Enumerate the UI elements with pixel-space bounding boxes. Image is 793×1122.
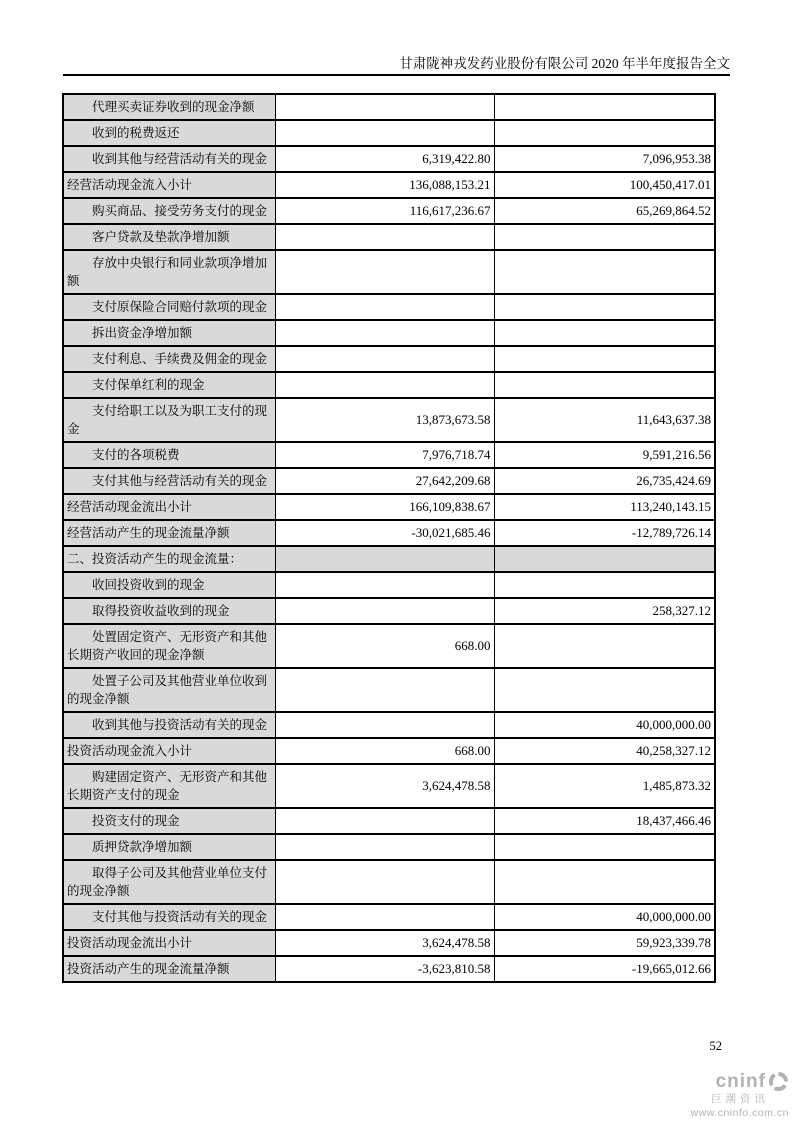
row-value-current: 3,624,478.58 bbox=[275, 764, 494, 808]
table-row bbox=[63, 320, 715, 346]
row-value-prior: 40,000,000.00 bbox=[494, 712, 715, 738]
row-value-prior: 59,923,339.78 bbox=[494, 930, 715, 956]
row-value-prior: -12,789,726.14 bbox=[494, 520, 715, 546]
table-row bbox=[63, 372, 715, 398]
row-label: 经营活动现金流出小计 bbox=[63, 494, 275, 520]
table-row bbox=[63, 956, 715, 982]
row-label: 投资活动现金流出小计 bbox=[63, 930, 275, 956]
table-row bbox=[63, 146, 715, 172]
row-label: 收回投资收到的现金 bbox=[63, 572, 275, 598]
cash-flow-table-body bbox=[63, 94, 715, 982]
row-value-prior bbox=[494, 250, 715, 294]
page-number: 52 bbox=[709, 1039, 722, 1053]
row-value-prior bbox=[494, 224, 715, 250]
cninfo-logo-url: www.cninfo.com.cn bbox=[690, 1106, 789, 1119]
table-row bbox=[63, 398, 715, 442]
row-value-prior: 65,269,864.52 bbox=[494, 198, 715, 224]
cash-flow-table bbox=[62, 93, 716, 983]
row-label: 投资活动产生的现金流量净额 bbox=[63, 956, 275, 982]
row-value-prior: 113,240,143.15 bbox=[494, 494, 715, 520]
row-value-prior bbox=[494, 294, 715, 320]
table-row bbox=[63, 764, 715, 808]
table-row bbox=[63, 572, 715, 598]
row-label: 处置固定资产、无形资产和其他长期资产收回的现金净额 bbox=[63, 624, 275, 668]
row-value-current bbox=[275, 668, 494, 712]
row-value-prior bbox=[494, 668, 715, 712]
cninfo-logo-name: 巨潮资讯 bbox=[711, 1093, 769, 1105]
page-title: 甘肃陇神戎发药业股份有限公司 2020 年半年度报告全文 bbox=[399, 56, 730, 71]
row-value-current bbox=[275, 250, 494, 294]
row-label: 投资活动现金流入小计 bbox=[63, 738, 275, 764]
row-value-current bbox=[275, 808, 494, 834]
row-label: 经营活动产生的现金流量净额 bbox=[63, 520, 275, 546]
table-row bbox=[63, 668, 715, 712]
table-row bbox=[63, 598, 715, 624]
table-row bbox=[63, 546, 715, 572]
row-label: 支付利息、手续费及佣金的现金 bbox=[63, 346, 275, 372]
row-value-prior: 258,327.12 bbox=[494, 598, 715, 624]
table-row bbox=[63, 224, 715, 250]
row-label: 处置子公司及其他营业单位收到的现金净额 bbox=[63, 668, 275, 712]
row-label: 客户贷款及垫款净增加额 bbox=[63, 224, 275, 250]
table-row bbox=[63, 930, 715, 956]
row-value-current: 668.00 bbox=[275, 738, 494, 764]
row-label: 拆出资金净增加额 bbox=[63, 320, 275, 346]
row-value-current: 116,617,236.67 bbox=[275, 198, 494, 224]
row-value-current bbox=[275, 546, 494, 572]
row-label: 支付其他与经营活动有关的现金 bbox=[63, 468, 275, 494]
table-row bbox=[63, 834, 715, 860]
row-value-prior: 100,450,417.01 bbox=[494, 172, 715, 198]
row-label: 质押贷款净增加额 bbox=[63, 834, 275, 860]
table-row bbox=[63, 250, 715, 294]
row-value-current bbox=[275, 572, 494, 598]
row-value-current bbox=[275, 834, 494, 860]
table-row bbox=[63, 520, 715, 546]
row-value-prior: 18,437,466.46 bbox=[494, 808, 715, 834]
row-value-current: 3,624,478.58 bbox=[275, 930, 494, 956]
row-value-current: -30,021,685.46 bbox=[275, 520, 494, 546]
cninfo-logo bbox=[691, 1071, 789, 1118]
row-value-current bbox=[275, 94, 494, 120]
row-label: 购买商品、接受劳务支付的现金 bbox=[63, 198, 275, 224]
table-row bbox=[63, 468, 715, 494]
row-value-prior: -19,665,012.66 bbox=[494, 956, 715, 982]
row-value-current: -3,623,810.58 bbox=[275, 956, 494, 982]
row-label: 支付的各项税费 bbox=[63, 442, 275, 468]
row-value-prior: 7,096,953.38 bbox=[494, 146, 715, 172]
row-value-prior bbox=[494, 860, 715, 904]
row-label: 投资支付的现金 bbox=[63, 808, 275, 834]
row-label: 支付保单红利的现金 bbox=[63, 372, 275, 398]
row-value-current bbox=[275, 372, 494, 398]
table-row bbox=[63, 860, 715, 904]
row-value-prior bbox=[494, 834, 715, 860]
row-value-current bbox=[275, 294, 494, 320]
row-value-current: 166,109,838.67 bbox=[275, 494, 494, 520]
row-value-prior bbox=[494, 320, 715, 346]
cninfo-swirl-icon bbox=[768, 1071, 789, 1092]
row-label: 收到其他与经营活动有关的现金 bbox=[63, 146, 275, 172]
row-label: 收到其他与投资活动有关的现金 bbox=[63, 712, 275, 738]
row-value-prior: 11,643,637.38 bbox=[494, 398, 715, 442]
row-value-current bbox=[275, 320, 494, 346]
row-value-current: 7,976,718.74 bbox=[275, 442, 494, 468]
table-row bbox=[63, 120, 715, 146]
row-value-current: 6,319,422.80 bbox=[275, 146, 494, 172]
row-value-current bbox=[275, 346, 494, 372]
table-row bbox=[63, 94, 715, 120]
row-value-prior: 40,258,327.12 bbox=[494, 738, 715, 764]
row-value-prior bbox=[494, 372, 715, 398]
table-row bbox=[63, 808, 715, 834]
row-label: 二、投资活动产生的现金流量： bbox=[63, 546, 275, 572]
table-row bbox=[63, 494, 715, 520]
row-label: 存放中央银行和同业款项净增加额 bbox=[63, 250, 275, 294]
row-value-current: 136,088,153.21 bbox=[275, 172, 494, 198]
table-row bbox=[63, 624, 715, 668]
row-label: 取得投资收益收到的现金 bbox=[63, 598, 275, 624]
row-value-current: 668.00 bbox=[275, 624, 494, 668]
row-value-prior bbox=[494, 120, 715, 146]
table-row bbox=[63, 198, 715, 224]
row-value-prior bbox=[494, 94, 715, 120]
table-row bbox=[63, 346, 715, 372]
row-value-prior: 9,591,216.56 bbox=[494, 442, 715, 468]
row-label: 支付原保险合同赔付款项的现金 bbox=[63, 294, 275, 320]
row-value-current bbox=[275, 904, 494, 930]
row-value-current bbox=[275, 598, 494, 624]
table-row bbox=[63, 712, 715, 738]
row-label: 支付其他与投资活动有关的现金 bbox=[63, 904, 275, 930]
header-divider bbox=[63, 74, 730, 76]
row-label: 取得子公司及其他营业单位支付的现金净额 bbox=[63, 860, 275, 904]
row-label: 代理买卖证券收到的现金净额 bbox=[63, 94, 275, 120]
row-value-prior: 26,735,424.69 bbox=[494, 468, 715, 494]
row-value-current bbox=[275, 712, 494, 738]
row-label: 收到的税费返还 bbox=[63, 120, 275, 146]
row-label: 经营活动现金流入小计 bbox=[63, 172, 275, 198]
row-value-current: 27,642,209.68 bbox=[275, 468, 494, 494]
row-value-prior bbox=[494, 572, 715, 598]
row-value-prior: 40,000,000.00 bbox=[494, 904, 715, 930]
report-header bbox=[63, 55, 730, 72]
row-value-prior: 1,485,873.32 bbox=[494, 764, 715, 808]
table-row bbox=[63, 172, 715, 198]
row-value-current bbox=[275, 224, 494, 250]
cninfo-logo-brand: cninf bbox=[715, 1071, 766, 1092]
table-row bbox=[63, 294, 715, 320]
row-value-prior bbox=[494, 546, 715, 572]
table-row bbox=[63, 904, 715, 930]
row-value-current bbox=[275, 860, 494, 904]
table-row bbox=[63, 442, 715, 468]
row-value-current bbox=[275, 120, 494, 146]
cninfo-logo-brand-row bbox=[691, 1071, 789, 1092]
row-value-prior bbox=[494, 346, 715, 372]
table-row bbox=[63, 738, 715, 764]
row-value-prior bbox=[494, 624, 715, 668]
row-value-current: 13,873,673.58 bbox=[275, 398, 494, 442]
row-label: 购建固定资产、无形资产和其他长期资产支付的现金 bbox=[63, 764, 275, 808]
row-label: 支付给职工以及为职工支付的现金 bbox=[63, 398, 275, 442]
